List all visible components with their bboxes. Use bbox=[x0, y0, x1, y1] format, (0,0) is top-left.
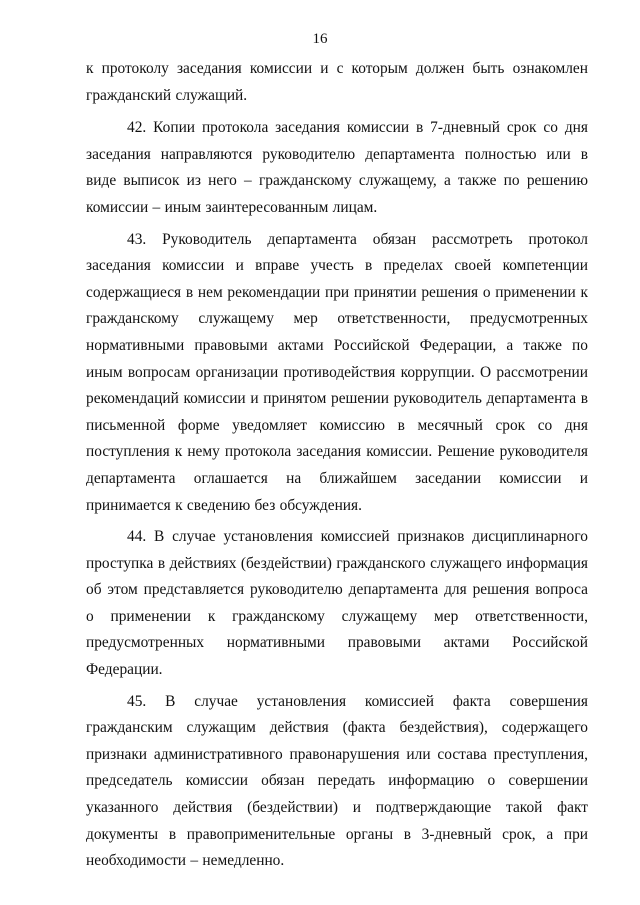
document-body bbox=[86, 56, 588, 875]
paragraph-43: 43. Руководитель департамента обязан рассмотреть протокол заседания комиссии и вправе учесть в пределах своей компетенции содержащиеся в нем рекомендации при принятии решения о применении к гражданскому служащему мер ответственности, предусмотренных нормативными правовыми актами Российской Федерации, а также по иным вопросам организации противодействия коррупции. О рассмотрении рекомендаций комиссии и принятом решении руководитель департамента в письменной форме уведомляет комиссию в месячный срок со дня поступления к нему протокола заседания комиссии. Решение руководителя департамента оглашается на ближайшем заседании комиссии и принимается к сведению без обсуждения. bbox=[86, 230, 588, 514]
page-number: 16 bbox=[312, 31, 328, 47]
paragraph-44: 44. В случае установления комиссией признаков дисциплинарного проступка в действиях (бездействии) гражданского служащего информация об этом представляется руководителю департамента для решения вопроса о применении к гражданскому служащему мер ответственности, предусмотренных нормативными правовыми актами Российской Федерации. bbox=[86, 528, 588, 679]
paragraph-42: 42. Копии протокола заседания комиссии в 7-дневный срок со дня заседания направляются руководителю департамента полностью или в виде выписок из него – гражданскому служащему, а также по решению комиссии – иным заинтересованным лицам. bbox=[86, 119, 588, 216]
paragraph-45: 45. В случае установления комиссией факта совершения гражданским служащим действия (факта бездействия), содержащего признаки административного правонарушения или состава преступления, председатель комиссии обязан передать информацию о совершении указанного действия (бездействии) и подтверждающие такой факт документы в правоприменительные органы в 3-дневный срок, а при необходимости – немедленно. bbox=[86, 692, 588, 870]
paragraph-continuation: к протоколу заседания комиссии и с которым должен быть ознакомлен гражданский служащий. bbox=[86, 60, 588, 104]
